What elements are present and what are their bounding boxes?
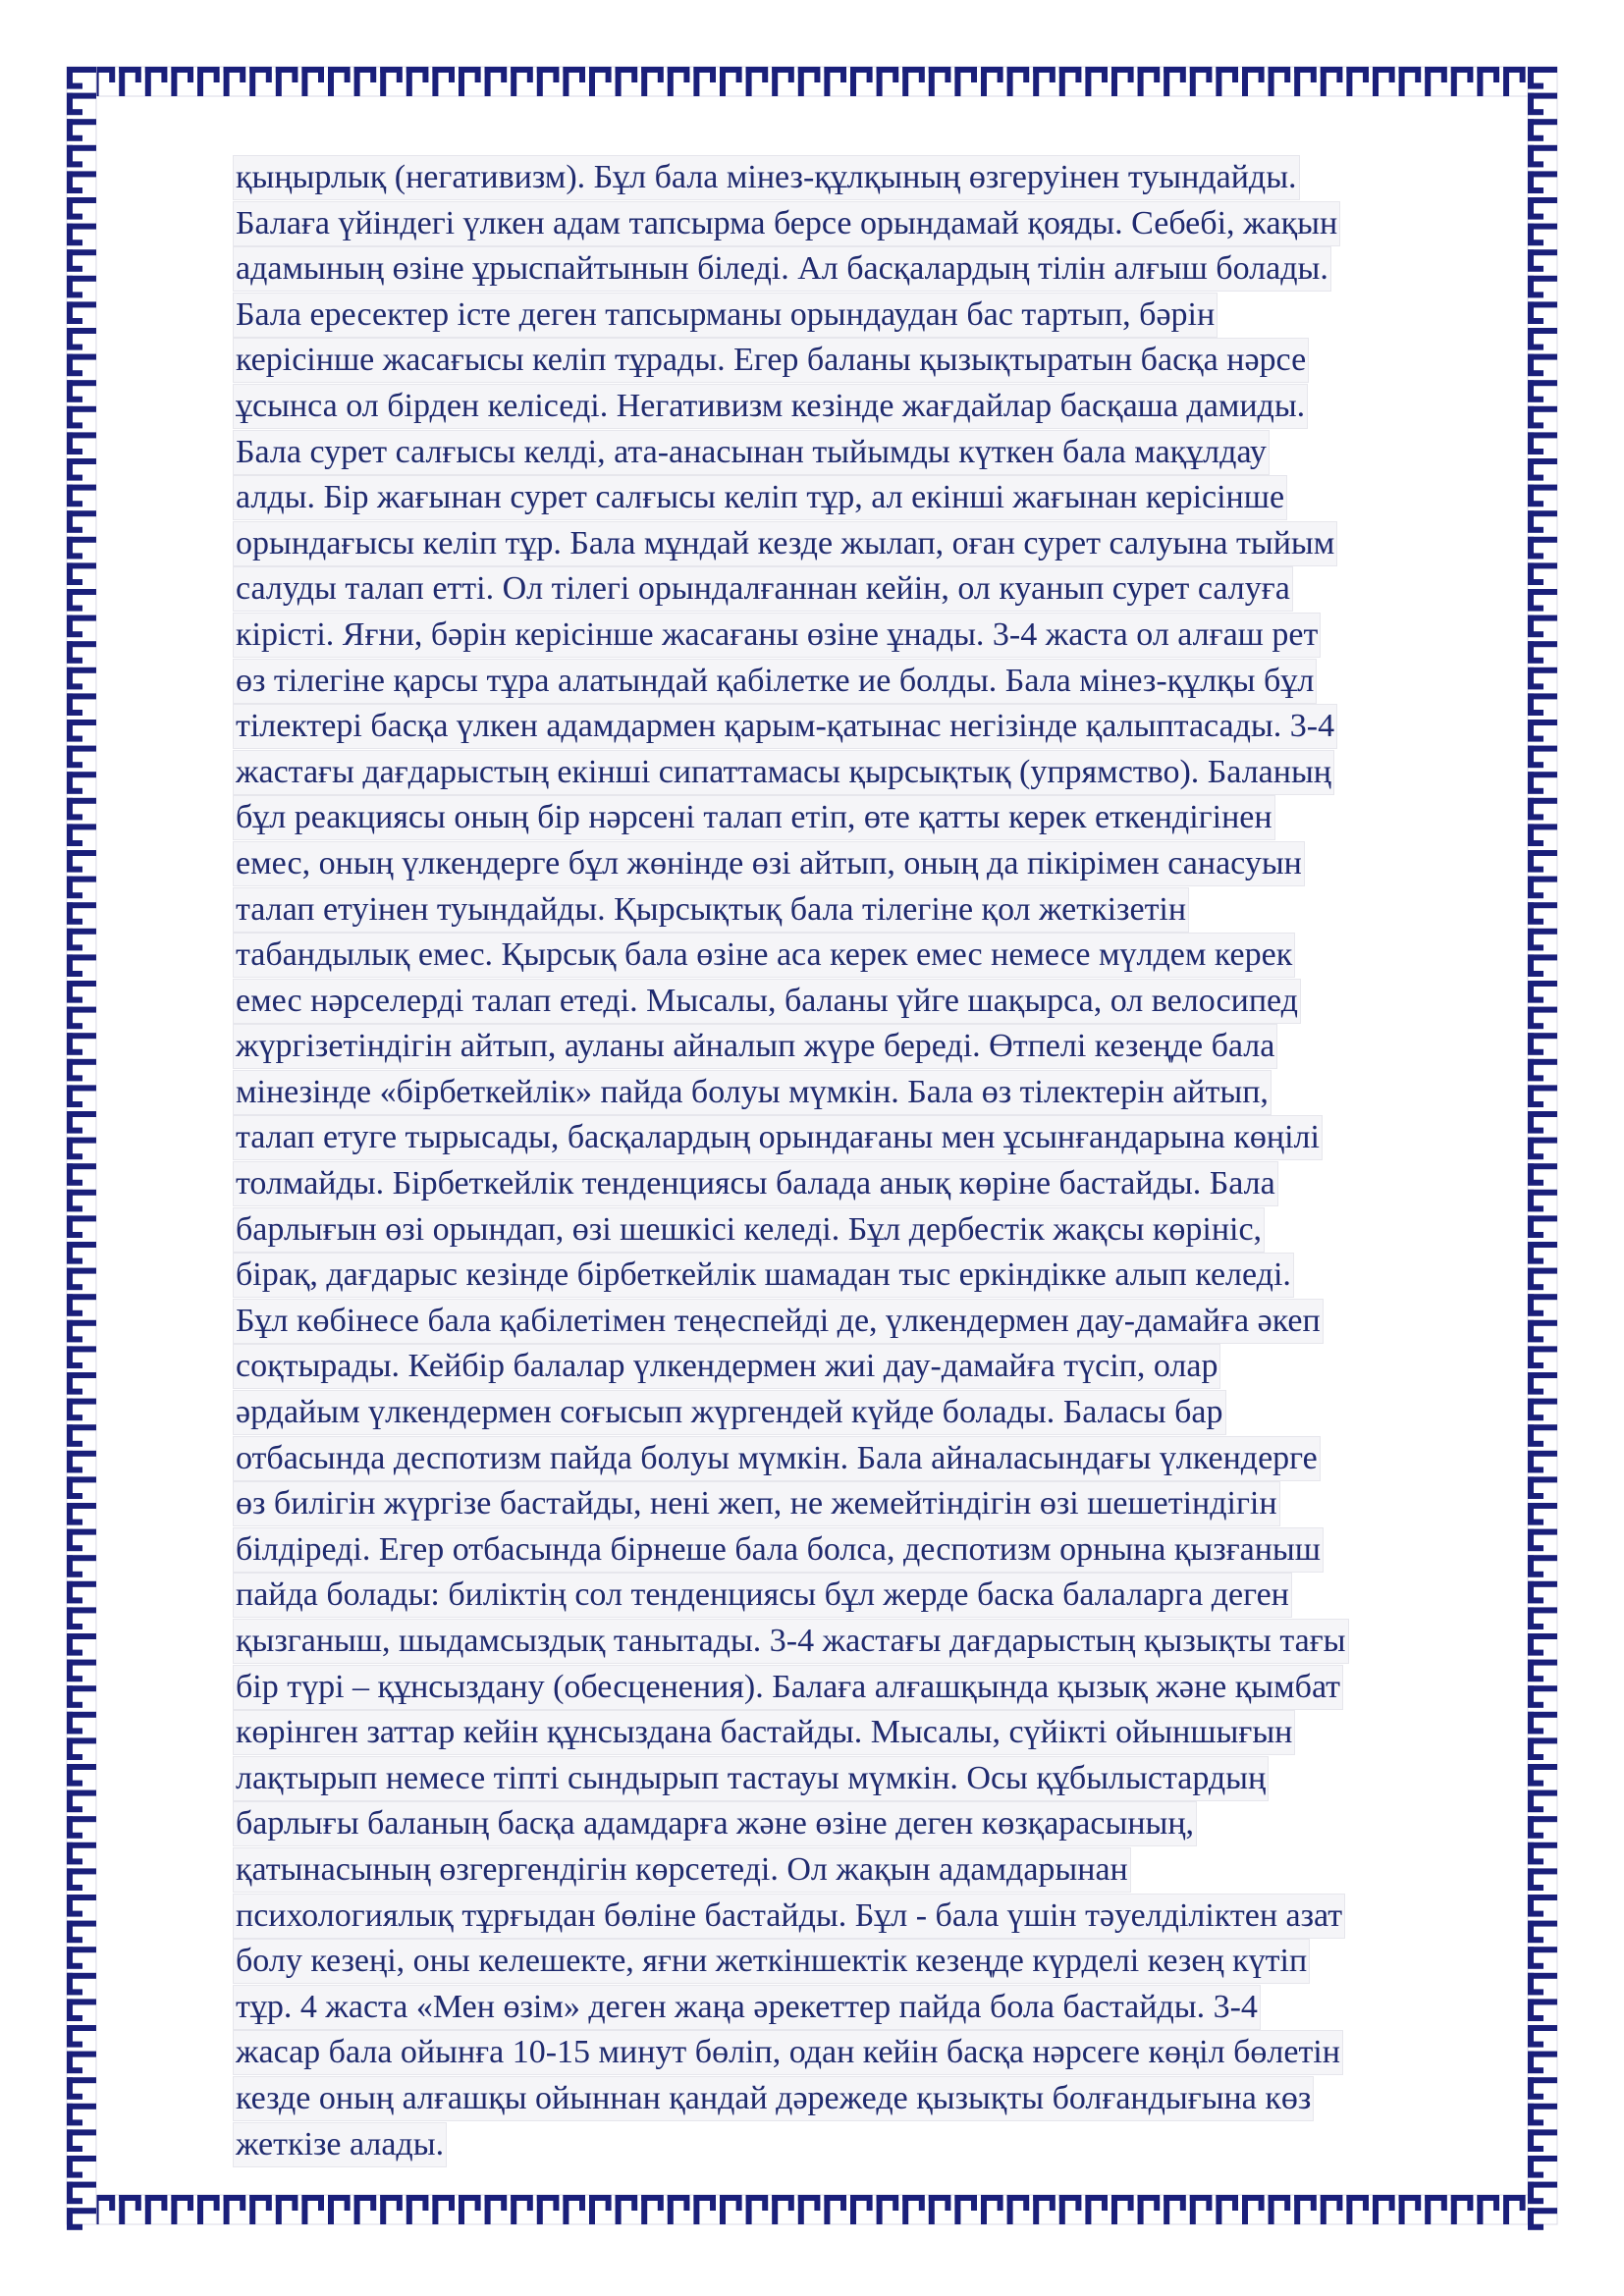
text-line xyxy=(234,384,1526,430)
text-line-content: әрдайым үлкендермен соғысып жүргендей күйде болады. Баласы бар xyxy=(234,1391,1225,1434)
text-line-content: кезде оның алғашқы ойыннан қандай дәрежеде қызықты болғандығына көз xyxy=(234,2077,1313,2120)
text-line xyxy=(234,1985,1526,2031)
text-line xyxy=(234,1665,1526,1711)
text-line-content: жүргізетіндігін айтып, ауланы айналып жүре береді. Өтпелі кезеңде бала xyxy=(234,1025,1276,1068)
text-line-content: психологиялық тұрғыдан бөліне бастайды. Бұл - бала үшін тәуелділіктен азат xyxy=(234,1895,1344,1938)
text-line xyxy=(234,521,1526,567)
text-line-content: өз тілегіне қарсы тұра алатындай қабілетке ие болды. Бала мінез-құлқы бұл xyxy=(234,660,1316,703)
text-line-content: болу кезеңі, оны келешекте, яғни жеткіншектік кезеңде күрделі кезең күтіп xyxy=(234,1940,1309,1983)
text-line-content: талап етуге тырысады, басқалардың орындағаны мен ұсынғандарына көңілі xyxy=(234,1116,1322,1159)
text-line-content: барлығын өзі орындап, өзі шешкісі келеді. Бұл дербестік жақсы көрініс, xyxy=(234,1208,1264,1252)
text-line xyxy=(234,887,1526,934)
text-line xyxy=(234,201,1526,247)
text-line-content: мінезінде «бірбеткейлік» пайда болуы мүмкін. Бала өз тілектерін айтып, xyxy=(234,1071,1271,1114)
text-line xyxy=(234,1207,1526,1254)
text-line-content: керісінше жасағысы келіп тұрады. Егер баланы қызықтыратын басқа нәрсе xyxy=(234,339,1308,382)
text-line-content: өз билігін жүргізе бастайды, нені жеп, не жемейтіндігін өзі шешетіндігін xyxy=(234,1482,1279,1525)
text-line-content: Бала ересектер істе деген тапсырманы орындаудан бас тартып, бәрін xyxy=(234,294,1217,337)
text-line xyxy=(234,475,1526,521)
text-line-content: салуды талап етті. Ол тілегі орындалғаннан кейін, ол куанып сурет салуға xyxy=(234,567,1292,611)
text-line xyxy=(234,1573,1526,1619)
text-line-content: бір түрі – құнсыздану (обесценения). Балаға алғашқында қызық және қымбат xyxy=(234,1666,1342,1709)
text-line xyxy=(234,1070,1526,1116)
text-line-content: кірісті. Яғни, бәрін керісінше жасағаны өзіне ұнады. 3-4 жаста ол алғаш рет xyxy=(234,614,1320,657)
text-line-content: көрінген заттар кейін құнсыздана бастайды. Мысалы, сүйікті ойыншығын xyxy=(234,1711,1294,1754)
text-line-content: барлығы баланың басқа адамдарға және өзіне деген көзқарасының, xyxy=(234,1802,1196,1845)
text-line xyxy=(234,2122,1526,2168)
text-line xyxy=(234,1344,1526,1390)
text-line-content: ұсынса ол бірден келіседі. Негативизм кезінде жағдайлар басқаша дамиды. xyxy=(234,385,1307,428)
text-line-content: отбасында деспотизм пайда болуы мүмкін. Бала айналасындағы үлкендерге xyxy=(234,1437,1320,1480)
text-line xyxy=(234,1299,1526,1345)
text-line-content: табандылық емес. Қырсық бала өзіне аса керек емес немесе мүлдем керек xyxy=(234,934,1294,977)
text-line-content: емес нәрселерді талап етеді. Мысалы, баланы үйге шақырса, ол велосипед xyxy=(234,980,1300,1023)
text-line xyxy=(234,430,1526,476)
text-line xyxy=(234,1024,1526,1070)
text-line-content: жастағы дағдарыстың екінші сипаттамасы қырсықтық (упрямство). Баланың xyxy=(234,751,1333,794)
text-line xyxy=(234,1801,1526,1847)
text-line xyxy=(234,1939,1526,1985)
text-line-content: тілектері басқа үлкен адамдармен қарым-қатынас негізінде қалыптасады. 3-4 xyxy=(234,705,1336,748)
text-line xyxy=(234,1619,1526,1665)
text-line xyxy=(234,704,1526,750)
text-line xyxy=(234,1710,1526,1756)
text-line-content: бұл реакциясы оның бір нәрсені талап етіп, өте қатты керек еткендігінен xyxy=(234,796,1274,839)
text-line-content: Бұл көбінесе бала қабілетімен теңеспейді де, үлкендермен дау-дамайға әкеп xyxy=(234,1300,1323,1343)
text-line-content: алды. Бір жағынан сурет салғысы келіп тұр, ал екінші жағынан керісінше xyxy=(234,476,1286,519)
text-line-content: Балаға үйіндегі үлкен адам тапсырма берсе орындамай қояды. Себебі, жақын xyxy=(234,202,1339,245)
text-line-content: қыңырлық (негативизм). Бұл бала мінез-құлқының өзгеруінен туындайды. xyxy=(234,156,1299,199)
text-line xyxy=(234,1115,1526,1161)
text-line-content: қызганыш, шыдамсыздық танытады. 3-4 жастағы дағдарыстың қызықты тағы xyxy=(234,1620,1348,1663)
text-line xyxy=(234,750,1526,796)
text-line xyxy=(234,566,1526,613)
text-line xyxy=(234,841,1526,887)
text-line-content: талап етуінен туындайды. Қырсықтық бала тілегіне қол жеткізетін xyxy=(234,888,1188,932)
text-line xyxy=(234,246,1526,293)
text-line-content: лақтырып немесе тіпті сындырып тастауы мүмкін. Осы құбылыстардың xyxy=(234,1757,1268,1800)
text-line-content: орындағысы келіп тұр. Бала мұндай кезде жылап, оған сурет салуына тыйым xyxy=(234,522,1336,565)
text-line xyxy=(234,2030,1526,2076)
text-line xyxy=(234,2076,1526,2122)
text-line xyxy=(234,1894,1526,1940)
text-line-content: пайда болады: биліктің сол тенденциясы бұл жерде баска балаларга деген xyxy=(234,1574,1291,1617)
text-line-content: соқтырады. Кейбір балалар үлкендермен жиі дау-дамайға түсіп, олар xyxy=(234,1345,1219,1388)
text-line-content: толмайды. Бірбеткейлік тенденциясы балада анық көріне бастайды. Бала xyxy=(234,1162,1277,1205)
text-line xyxy=(234,1253,1526,1299)
text-line-content: бірақ, дағдарыс кезінде бірбеткейлік шамадан тыс еркіндікке алып келеді. xyxy=(234,1254,1293,1297)
text-line-content: білдіреді. Егер отбасында бірнеше бала болса, деспотизм орнына қызғаныш xyxy=(234,1528,1323,1572)
text-line-content: адамының өзіне ұрыспайтынын біледі. Ал басқалардың тілін алғыш болады. xyxy=(234,247,1330,291)
text-line xyxy=(234,1436,1526,1482)
text-line xyxy=(234,1161,1526,1207)
text-line xyxy=(234,293,1526,339)
text-line xyxy=(234,338,1526,384)
text-line-content: тұр. 4 жаста «Мен өзім» деген жаңа әрекеттер пайда бола бастайды. 3-4 xyxy=(234,1986,1260,2029)
text-line-content: емес, оның үлкендерге бұл жөнінде өзі айтып, оның да пікірімен санасуын xyxy=(234,842,1304,885)
text-line xyxy=(234,1847,1526,1894)
text-line xyxy=(234,979,1526,1025)
text-line xyxy=(234,613,1526,659)
text-line xyxy=(234,1481,1526,1527)
document-body xyxy=(234,155,1526,2167)
text-line xyxy=(234,1756,1526,1802)
text-line-content: қатынасының өзгергендігін көрсетеді. Ол жақын адамдарынан xyxy=(234,1848,1130,1892)
text-line xyxy=(234,155,1526,201)
text-line-content: жеткізе алады. xyxy=(234,2123,446,2166)
text-line xyxy=(234,659,1526,705)
text-line xyxy=(234,933,1526,979)
text-line-content: жасар бала ойынға 10-15 минут бөліп, одан кейін басқа нәрсеге көңіл бөлетін xyxy=(234,2031,1342,2074)
text-line-content: Бала сурет салғысы келді, ата-анасынан тыйымды күткен бала мақұлдау xyxy=(234,431,1269,474)
text-line xyxy=(234,1527,1526,1574)
text-line xyxy=(234,795,1526,841)
text-line xyxy=(234,1390,1526,1436)
